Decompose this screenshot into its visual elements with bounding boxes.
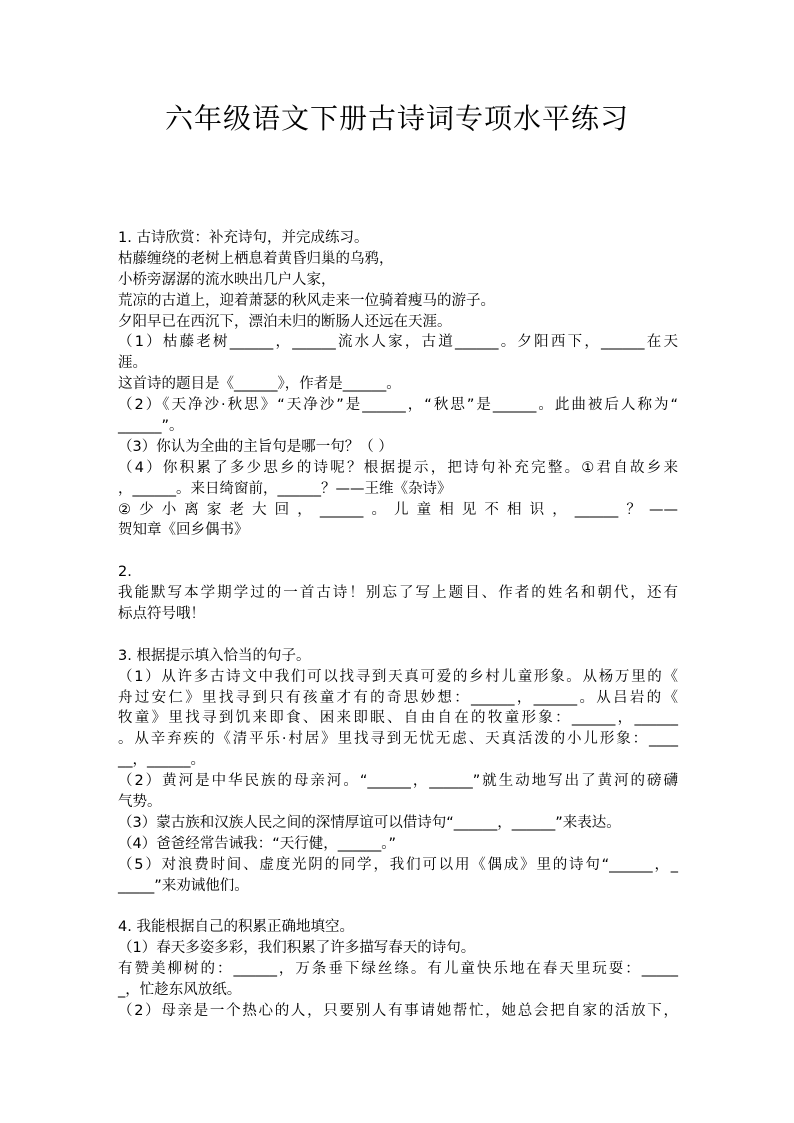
text-line: __，______。 [118, 752, 205, 769]
blank-line [118, 897, 678, 918]
text-line: 标点符号哦！ [118, 606, 205, 623]
text-line: （2）《天净沙·秋思》“天净沙”是______，“秋思”是______。此曲被后人称为“ [118, 397, 678, 414]
text-line: 小桥旁潺潺的流水映出几户人家， [118, 271, 336, 288]
text-line: （3）你认为全曲的主旨句是哪一句？（ ） [118, 438, 393, 455]
text-line: （5）对浪费时间、虚度光阴的同学，我们可以用《偶成》里的诗句“______，_ [118, 856, 678, 873]
blank-line [118, 625, 678, 646]
text-line: 1. 古诗欣赏：补充诗句，并完成练习。 [118, 230, 369, 246]
text-line: 2. [118, 564, 132, 581]
text-line: 。从辛弃疾的《清平乐·村居》里找寻到无忧无虑、天真活泼的小儿形象：____ [118, 731, 678, 748]
page-title: 六年级语文下册古诗词专项水平练习 [164, 102, 629, 135]
text-line: （1）枯藤老树______，______流水人家，古道______。夕阳西下，______在天 [118, 334, 678, 351]
exercise-content [118, 228, 678, 1022]
text-line: （2）黄河是中华民族的母亲河。“______，______”就生动地写出了黄河的磅礴 [118, 773, 678, 790]
text-line: 气势。 [118, 794, 162, 811]
text-line: 枯藤缠绕的老树上栖息着黄昏归巢的乌鸦， [118, 250, 394, 267]
blank-line [118, 541, 678, 562]
text-line: _，忙趁东风放纸。 [118, 982, 242, 999]
text-line: 3. 根据提示填入恰当的句子。 [118, 647, 311, 664]
text-line: ______”。 [118, 418, 184, 435]
text-line: 涯。 [118, 355, 147, 372]
text-line: （4）你积累了多少思乡的诗呢？根据提示，把诗句补充完整。①君自故乡来 [118, 459, 678, 476]
text-line: 我能默写本学期学过的一首古诗！别忘了写上题目、作者的姓名和朝代，还有 [118, 585, 678, 602]
text-line: （1）春天多姿多彩，我们积累了许多描写春天的诗句。 [118, 940, 476, 957]
text-line: 贺知章《回乡偶书》 [118, 522, 249, 539]
text-line: 这首诗的题目是《______》，作者是______。 [118, 376, 401, 393]
text-line: ，______。来日绮窗前，______？——王维《杂诗》 [118, 480, 452, 497]
text-line: _____”来劝诫他们。 [118, 877, 249, 894]
text-line: （1）从许多古诗文中我们可以找寻到天真可爱的乡村儿童形象。从杨万里的《 [118, 668, 678, 685]
text-line: 夕阳早已在西沉下，漂泊未归的断肠人还远在天涯。 [118, 313, 452, 330]
text-line: 舟过安仁》里找寻到只有孩童才有的奇思妙想：______，______。从吕岩的《 [118, 689, 678, 706]
text-line: （4）爸爸经常告诫我：“天行健，______。” [118, 835, 396, 852]
text-line: 荒凉的古道上，迎着萧瑟的秋风走来一位骑着瘦马的游子。 [118, 292, 495, 309]
text-line: （3）蒙古族和汉族人民之间的深情厚谊可以借诗句“______，______”来表达。 [118, 814, 621, 831]
text-line: 牧童》里找寻到饥来即食、困来即眠、自由自在的牧童形象：______，______ [118, 710, 678, 727]
text-line: （2）母亲是一个热心的人，只要别人有事请她帮忙，她总会把自家的活放下， [118, 1002, 678, 1019]
text-line: 有赞美柳树的：______，万条垂下绿丝绦。有儿童快乐地在春天里玩耍：_____ [118, 961, 678, 978]
text-line: ②少小离家老大回，______。儿童相见不相识，______？—— [118, 501, 678, 518]
text-line: 4. 我能根据自己的积累正确地填空。 [118, 919, 354, 936]
